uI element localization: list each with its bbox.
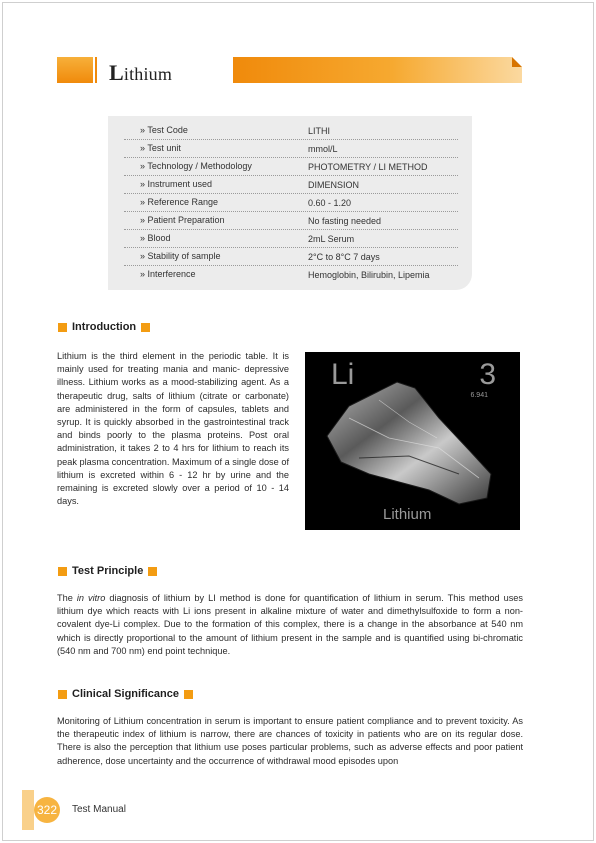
info-value: No fasting needed <box>308 216 382 226</box>
info-row-test-code <box>124 122 458 140</box>
info-label: » Instrument used <box>140 179 213 189</box>
clinical-significance-heading <box>58 687 193 701</box>
info-row-instrument <box>124 176 458 194</box>
info-label: » Reference Range <box>140 197 219 207</box>
info-value: 0.60 - 1.20 <box>308 198 352 208</box>
info-label: » Blood <box>140 233 171 243</box>
info-row-test-unit <box>124 140 458 158</box>
square-bullet-icon <box>184 690 193 699</box>
banner-fold-corner <box>512 57 522 67</box>
element-name: Lithium <box>383 506 432 523</box>
element-symbol: Li <box>331 358 355 391</box>
info-label: » Patient Preparation <box>140 215 225 225</box>
banner-right-bar <box>233 57 522 83</box>
introduction-text: Lithium is the third element in the periodic table. It is mainly used for treating mania and manic- depressive illness. Lithium works as a mood-stabilizing agent. As a therapeutic drug, salts of lithium (citrate or carbonate) are administered in the form of capsules, tablets and syrup. It is quickly absorbed in the gastrointestinal track and binds poorly to the plasma proteins. Post oral administration, it takes 2 to 4 hrs for lithium to reach its peak plasma concentration. Maximum of a single dose of lithium is excreted within 6 - 12 hr by urine and the remaining is excreted slowly over a period of 10 - 14 days. <box>57 351 289 507</box>
square-bullet-icon <box>148 567 157 576</box>
test-principle-text-em: in vitro <box>76 593 106 603</box>
footer-label: Test Manual <box>72 804 126 815</box>
banner-title-box <box>95 57 231 83</box>
page-title-cap: L <box>109 60 124 85</box>
info-label: » Test Code <box>140 125 188 135</box>
page-number: 322 <box>34 797 60 823</box>
info-row-interference <box>124 266 458 284</box>
info-row-blood <box>124 230 458 248</box>
introduction-heading-text: Introduction <box>72 321 137 333</box>
info-row-reference-range <box>124 194 458 212</box>
info-value: PHOTOMETRY / LI METHOD <box>308 162 428 172</box>
page-number-bar <box>22 790 34 830</box>
info-value: mmol/L <box>308 144 338 154</box>
square-bullet-icon <box>141 323 150 332</box>
info-value: LITHI <box>308 126 331 136</box>
test-principle-heading-text: Test Principle <box>72 565 144 577</box>
clinical-significance-text: Monitoring of Lithium concentration in serum is important to ensure patient compliance and to prevent toxicity. As the therapeutic index of lithium is narrow, there are chances of toxicity in patients who are on its regular dose. There is also the perception that lithium use poses particular problems, such as adverse effects and poor patient adherence, dose uncertainty and the occurrence of withdrawal mood episodes upon <box>57 716 523 766</box>
test-principle-heading <box>58 564 157 578</box>
info-row-methodology <box>124 158 458 176</box>
info-value: 2mL Serum <box>308 234 355 244</box>
element-mass: 6.941 <box>470 392 488 399</box>
info-value: 2°C to 8°C 7 days <box>308 252 380 262</box>
info-row-patient-preparation <box>124 212 458 230</box>
info-row-stability <box>124 248 458 266</box>
info-label: » Stability of sample <box>140 251 221 261</box>
info-label: » Technology / Methodology <box>140 161 252 171</box>
page-title-rest: ithium <box>123 64 173 84</box>
info-value: Hemoglobin, Bilirubin, Lipemia <box>308 270 430 280</box>
test-principle-text-pre: The <box>57 593 77 603</box>
lithium-element-image <box>305 352 520 530</box>
clinical-significance-heading-text: Clinical Significance <box>72 688 179 700</box>
introduction-heading <box>58 320 150 334</box>
title-banner <box>57 57 522 83</box>
square-bullet-icon <box>58 323 67 332</box>
square-bullet-icon <box>58 690 67 699</box>
info-label: » Test unit <box>140 143 181 153</box>
test-info-card <box>108 116 472 290</box>
banner-left-block <box>57 57 93 83</box>
square-bullet-icon <box>58 567 67 576</box>
element-number: 3 <box>479 358 496 391</box>
info-value: DIMENSION <box>308 180 360 190</box>
test-principle-text-post: diagnosis of lithium by LI method is done for quantification of lithium in serum. This method uses lithium dye which reacts with Li ions present in alkaline mixture of water and dimethylsulfoxide to form a non-covalent dye-Li complex. Due to the formation of this complex, there is a change in the absorbance at 540 nm which is directly proportional to the amount of lithium present in the sample and is quantified using bi-chromatic (540 nm and 700 nm) end point technique. <box>57 593 524 656</box>
page-title <box>109 60 172 86</box>
info-label: » Interference <box>140 269 196 279</box>
test-principle-text <box>57 592 523 658</box>
